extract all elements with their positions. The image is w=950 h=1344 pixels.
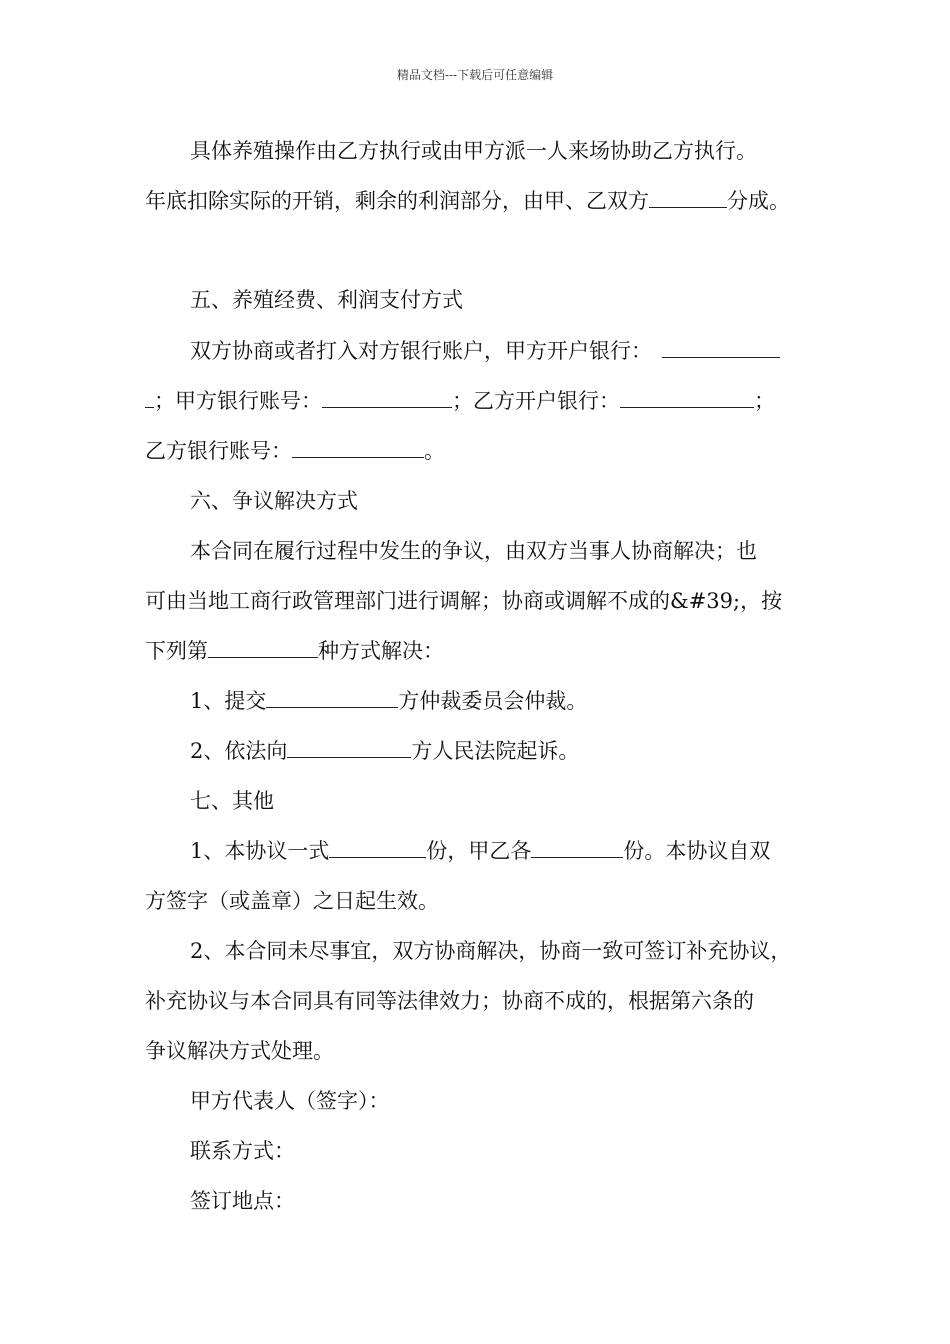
- paragraph-line: 具体养殖操作由乙方执行或由甲方派一人来场协助乙方执行。: [190, 139, 757, 163]
- blank-field: [620, 389, 754, 408]
- section-heading: 六、争议解决方式: [190, 489, 358, 513]
- line-text: ；乙方开户银行：: [452, 389, 620, 413]
- paragraph-line: [190, 838, 770, 864]
- blank-field: [649, 189, 727, 208]
- line-text: 2、依法向: [190, 739, 288, 763]
- paragraph-line: 争议解决方式处理。: [145, 1039, 334, 1063]
- line-text: 份。本协议自双: [623, 839, 771, 863]
- section-heading: 七、其他: [190, 789, 274, 813]
- paragraph-line: [190, 738, 579, 764]
- line-text: ；甲方银行账号：: [154, 389, 322, 413]
- paragraph-line: [190, 338, 780, 364]
- contact-label: 联系方式：: [190, 1139, 295, 1163]
- paragraph-line: [145, 438, 445, 464]
- page-header: 精品文档---下载后可任意编辑: [396, 68, 554, 82]
- section-heading: 五、养殖经费、利润支付方式: [190, 288, 463, 312]
- paragraph-line: 方签字（或盖章）之日起生效。: [145, 889, 439, 913]
- paragraph-line: [190, 688, 587, 714]
- paragraph-line: 2、本合同未尽事宜，双方协商解决，协商一致可签订补充协议，: [190, 939, 792, 963]
- paragraph-line: [145, 188, 790, 214]
- line-text: 份，甲乙各: [426, 839, 532, 863]
- blank-field: [322, 389, 452, 408]
- paragraph-line: [145, 388, 775, 414]
- paragraph-line: 可由当地工商行政管理部门进行调解；协商或调解不成的&#39;，按: [145, 589, 783, 613]
- blank-field: [208, 639, 318, 658]
- blank-field: [292, 439, 424, 458]
- signature-label: 甲方代表人（签字）：: [190, 1089, 390, 1113]
- line-text: 分成。: [727, 189, 790, 213]
- line-text: 乙方银行账号：: [145, 439, 292, 463]
- line-text: ；: [754, 389, 775, 413]
- blank-field: [266, 689, 398, 708]
- blank-field: [531, 839, 623, 858]
- line-text: 1、提交: [190, 689, 267, 713]
- blank-field: [662, 339, 780, 358]
- line-text: 双方协商或者打入对方银行账户，甲方开户银行：: [190, 339, 652, 363]
- line-text: 年底扣除实际的开销，剩余的利润部分，由甲、乙双方: [145, 189, 649, 213]
- line-text: 1、本协议一式: [190, 839, 330, 863]
- line-text: 。: [424, 439, 445, 463]
- line-text: 方仲裁委员会仲裁。: [398, 689, 588, 713]
- paragraph-line: 补充协议与本合同具有同等法律效力；协商不成的，根据第六条的: [145, 989, 754, 1013]
- location-label: 签订地点：: [190, 1189, 295, 1213]
- line-text: 方人民法院起诉。: [411, 739, 580, 763]
- line-text: 下列第: [145, 639, 208, 663]
- blank-field: [287, 739, 411, 758]
- line-text: 种方式解决：: [318, 639, 444, 663]
- blank-field: [145, 389, 154, 408]
- blank-field: [329, 839, 426, 858]
- paragraph-line: [145, 638, 444, 664]
- paragraph-line: 本合同在履行过程中发生的争议，由双方当事人协商解决；也: [190, 539, 757, 563]
